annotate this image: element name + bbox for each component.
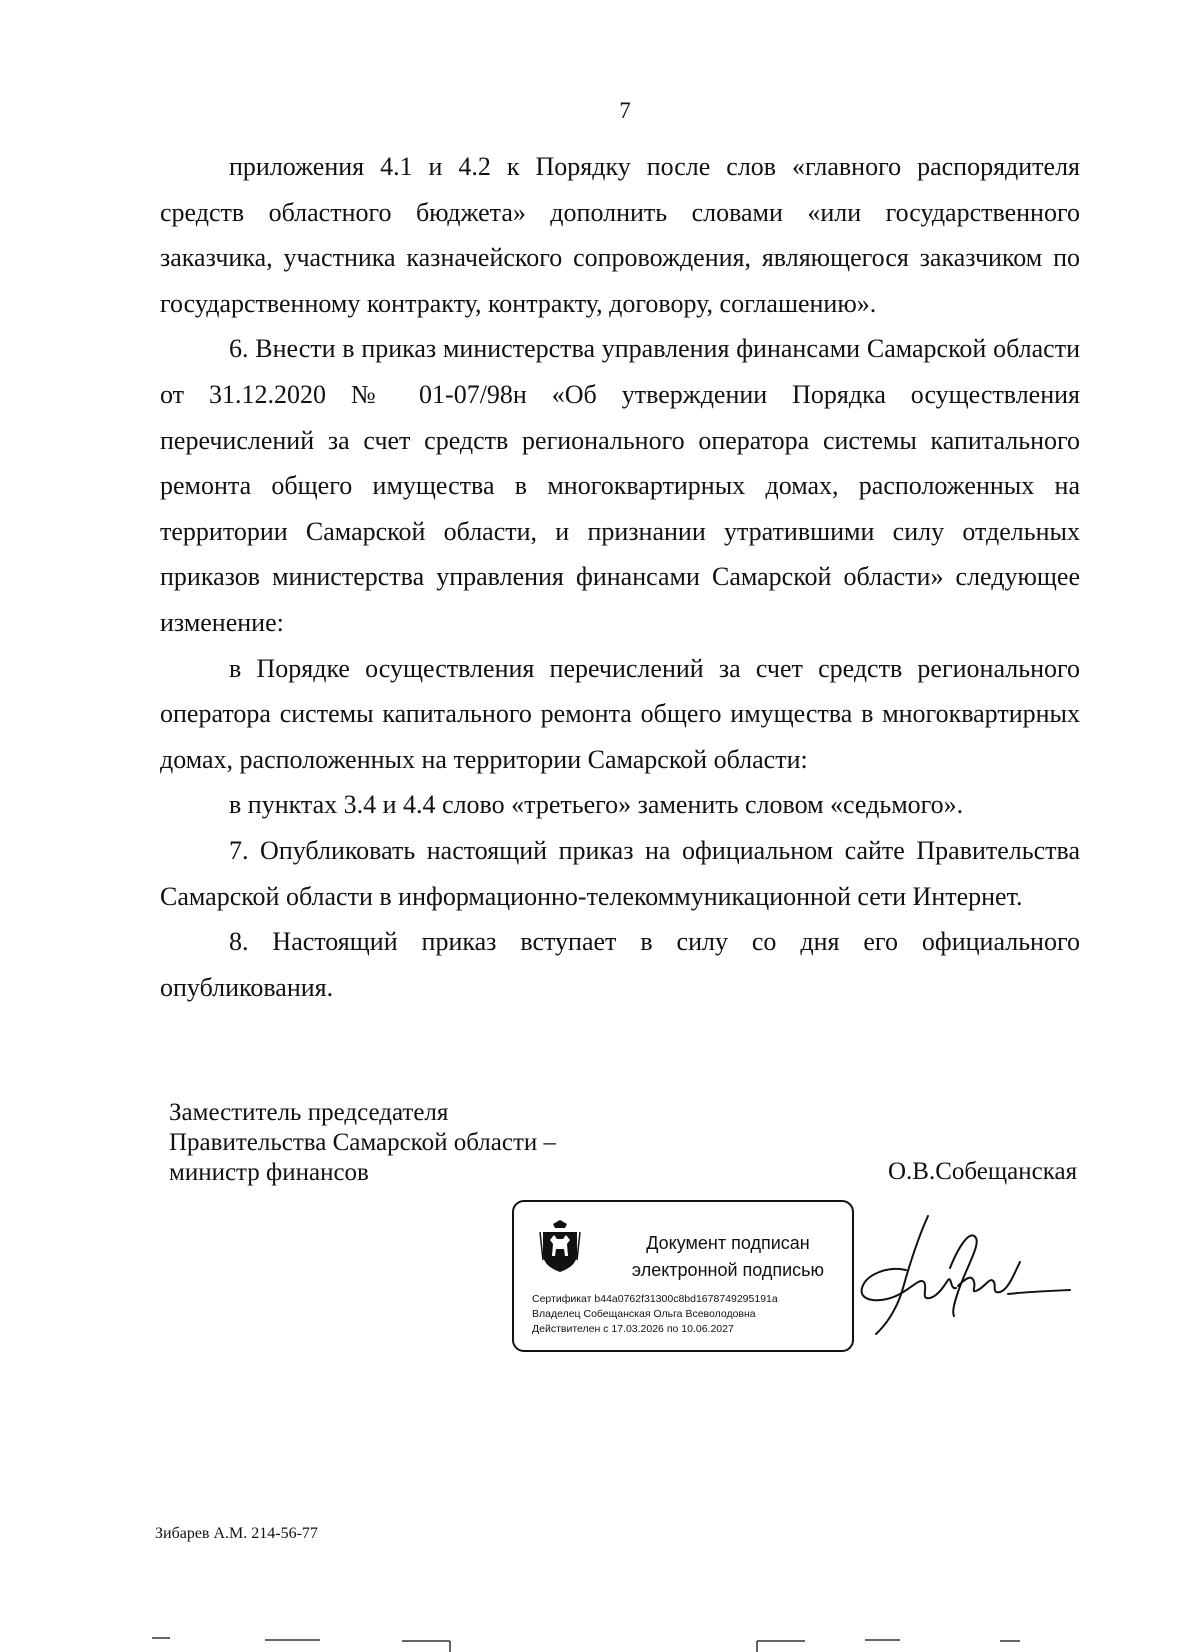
electronic-signature-stamp <box>512 1200 854 1352</box>
signer-name: О.В.Собещанская <box>888 1158 1078 1185</box>
samara-coat-of-arms-icon <box>539 1220 581 1274</box>
esign-title <box>612 1230 844 1284</box>
signer-title-line: Заместитель председателя <box>169 1099 449 1126</box>
signer-title-line: Правительства Самарской области – <box>169 1129 557 1156</box>
page-number: 7 <box>619 98 631 123</box>
signer-title <box>169 1098 556 1188</box>
esign-details <box>532 1292 778 1337</box>
document-body <box>160 144 1080 1010</box>
paragraph-procedure: в Порядке осуществления перечислений за счет средств регионального оператора системы капитального ремонта общего имущества в многоквартирных домах, расположенных на территории Самарской области: <box>160 653 1080 774</box>
scan-edge-marks <box>0 1632 1200 1652</box>
paragraph-item-8: 8. Настоящий приказ вступает в силу со дня его официального опубликования. <box>160 927 1080 1002</box>
esign-validity: Действителен с 17.03.2026 по 10.06.2027 <box>532 1323 734 1335</box>
executor-contact: Зибарев А.М. 214-56-77 <box>155 1525 318 1542</box>
signer-title-line: министр финансов <box>169 1159 369 1186</box>
handwritten-signature <box>858 1208 1073 1338</box>
paragraph-item-7: 7. Опубликовать настоящий приказ на официальном сайте Правительства Самарской области в информационно-телекоммуникационной сети Интернет. <box>160 835 1080 911</box>
paragraph-points: в пунктах 3.4 и 4.4 слово «третьего» заменить словом «седьмого». <box>229 790 964 820</box>
esign-title-line-2: электронной подписью <box>631 1260 825 1280</box>
esign-title-line-1: Документ подписан <box>646 1233 810 1253</box>
paragraph-appendix-amendment: приложения 4.1 и 4.2 к Порядку после слов «главного распорядителя средств областного бюджета» дополнить словами «или государственного заказчика, участника казначейского сопровождения, являющегося заказчиком по государственному контракту, контракту, договору, соглашению». <box>160 152 1080 318</box>
esign-certificate: Сертификат b44a0762f31300c8bd1678749295191a <box>532 1293 778 1305</box>
esign-owner: Владелец Собещанская Ольга Всеволодовна <box>532 1308 756 1320</box>
paragraph-item-6: 6. Внести в приказ министерства управления финансами Самарской области от 31.12.2020 № 01-07/98н «Об утверждении Порядка осуществления перечислений за счет средств регионального оператора системы капитального ремонта общего имущества в многоквартирных домах, расположенных на территории Самарской области, и признании утратившими силу отдельных приказов министерства управления финансами Самарской области» следующее изменение: <box>160 334 1080 637</box>
